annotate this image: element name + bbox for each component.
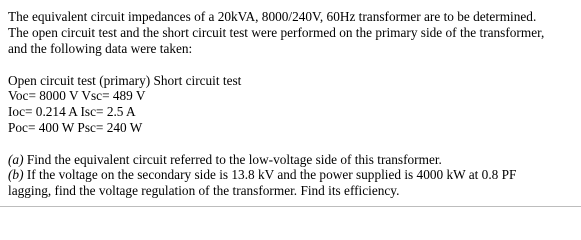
- question-b: [8, 167, 516, 182]
- data-table-header: Open circuit test (primary) Short circuit test: [8, 73, 242, 88]
- data-row-voltage: Voc= 8000 V Vsc= 489 V: [8, 88, 146, 103]
- data-row-current: Ioc= 0.214 A Isc= 2.5 A: [8, 104, 136, 119]
- question-a-text: Find the equivalent circuit referred to the low-voltage side of this transformer.: [23, 152, 442, 167]
- question-b-continuation: lagging, find the voltage regulation of the transformer. Find its efficiency.: [8, 183, 400, 198]
- intro-line-1: The equivalent circuit impedances of a 20kVA, 8000/240V, 60Hz transformer are to be determined.: [8, 9, 537, 24]
- question-a-marker: (a): [8, 152, 24, 167]
- bottom-divider: [0, 206, 581, 207]
- data-row-power: Poc= 400 W Psc= 240 W: [8, 120, 143, 135]
- question-a: [8, 152, 442, 167]
- question-b-text: If the voltage on the secondary side is 13.8 kV and the power supplied is 4000 kW at 0.8 PF: [23, 167, 517, 182]
- intro-line-2: The open circuit test and the short circuit test were performed on the primary side of the transformer,: [8, 25, 545, 40]
- question-b-marker: (b): [8, 167, 24, 182]
- intro-line-3: and the following data were taken:: [8, 41, 193, 56]
